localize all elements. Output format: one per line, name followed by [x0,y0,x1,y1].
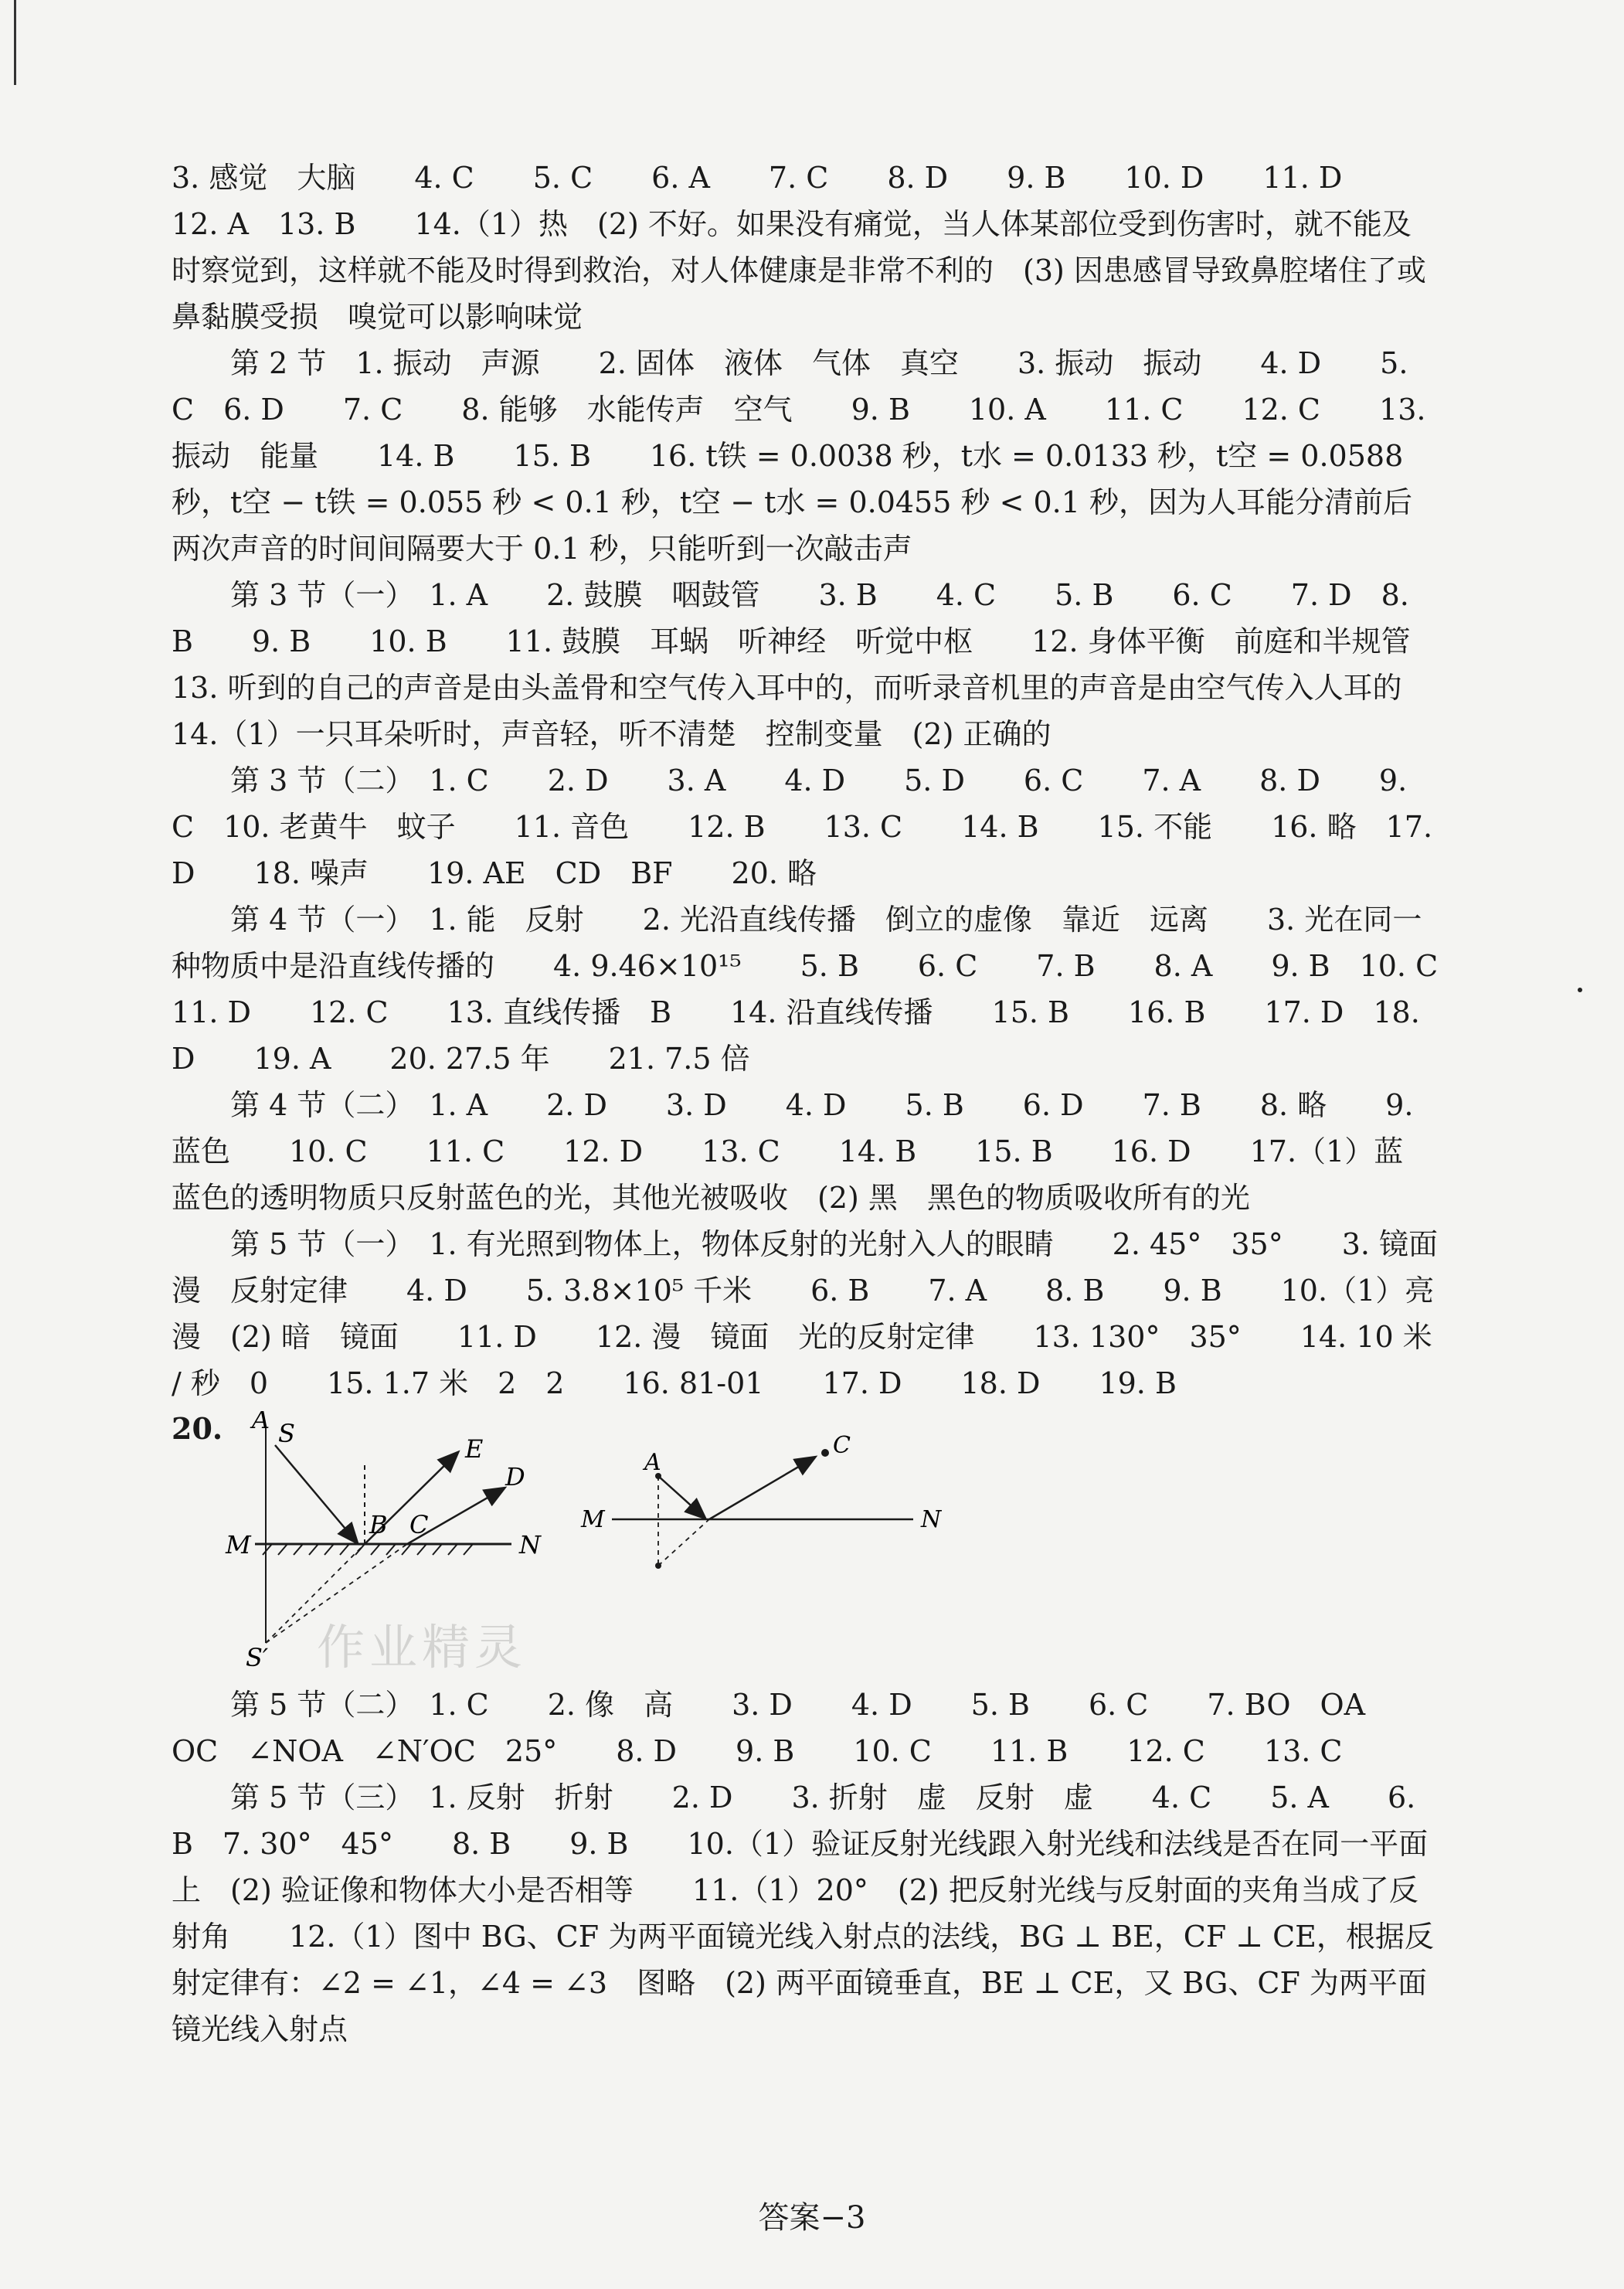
mirror-diagram-right [573,1411,960,1612]
label-C: C [409,1510,429,1539]
figure-number: 20. [172,1411,223,1446]
answer-block-section-5-3: 第 5 节（三） 1. 反射 折射 2. D 3. 折射 虚 反射 虚 4. C 5. A 6. B 7. 30° 45° 8. B 9. B 10.（1）验证反射光线跟入射光线和法线是否在同一平面上 (2) 验证像和物体大小是否相等 11.（1）20° (2) 把反射光线与反射面的夹角当成了反射角 12.（1）图中 BG、CF 为两平面镜光线入射点的法线，BG ⊥ BE，CF ⊥ CE，根据反射定律有：∠2 = ∠1，∠4 = ∠3 图略 (2) 两平面镜垂直，BE ⊥ CE，又 BG、CF 为两平面镜光线入射点 [172,1781,1434,2046]
label-S: S [278,1419,295,1448]
watermark: 作业精灵 [317,1619,528,1675]
label-B: B [369,1510,388,1539]
page-footer: 答案−3 [758,2200,866,2236]
answer-page [172,155,1497,2053]
answer-block-section-4-1: 第 4 节（一） 1. 能 反射 2. 光沿直线传播 倒立的虚像 靠近 远离 3. 光在同一种物质中是沿直线传播的 4. 9.46×10¹⁵ 5. B 6. C 7. B 8. A 9. B 10. C 11. D 12. C 13. 直线传播 B 14. 沿直线传播 15. B 16. B 17. D 18. D 19. A 20. 27.5 年 21. 7.5 倍 [172,903,1497,1076]
answer-block-section-3-2: 第 3 节（二） 1. C 2. D 3. A 4. D 5. D 6. C 7. A 8. D 9. C 10. 老黄牛 蚊子 11. 音色 12. B 13. C 14. B 15. 不能 16. 略 17. D 18. 噪声 19. AE CD BF 20. 略 [172,764,1442,890]
label-M: M [226,1530,251,1559]
label-M-right: M [581,1506,605,1533]
label-C-right: C [833,1432,851,1459]
label-N: N [519,1530,541,1559]
label-S-prime: S′ [246,1643,269,1672]
answer-block-section-5-2: 第 5 节（二） 1. C 2. 像 高 3. D 4. D 5. B 6. C 7. BO OA OC ∠NOA ∠N′OC 25° 8. D 9. B 10. C 11. B 12. C 13. C [172,1688,1395,1768]
stray-dot [1578,988,1582,992]
label-E: E [465,1434,484,1464]
answer-block-section-4-2: 第 4 节（二） 1. A 2. D 3. D 4. D 5. B 6. D 7. B 8. 略 9. 蓝色 10. C 11. C 12. D 13. C 14. B 15. B 16. D 17.（1）蓝 蓝色的透明物质只反射蓝色的光，其他光被吸收 (2) 黑 黑色的物质吸收所有的光 [172,1088,1433,1215]
label-N-right: N [921,1506,942,1533]
label-A: A [252,1411,270,1434]
label-D: D [505,1462,525,1491]
answer-block-section-3-1: 第 3 节（一） 1. A 2. 鼓膜 咽鼓管 3. B 4. C 5. B 6. C 7. D 8. B 9. B 10. B 11. 鼓膜 耳蜗 听神经 听觉中枢 12. 身体平衡 前庭和半规管 13. 听到的自己的声音是由头盖骨和空气传入耳中的，而听录音机里的声音是由空气传入人耳的 14.（1）一只耳朵听时，声音轻，听不清楚 控制变量 (2) 正确的 [172,578,1469,751]
answer-block-intro: 3. 感觉 大脑 4. C 5. C 6. A 7. C 8. D 9. B 10. D 11. D 12. A 13. B 14.（1）热 (2) 不好。如果没有痛觉，当人体某部位受到伤害时，就不能及时察觉到，这样就不能及时得到救治，对人体健康是非常不利的 (3) 因患感冒导致鼻腔堵住了或鼻黏膜受损 嗅觉可以影响味觉 [172,161,1426,334]
label-A-right: A [644,1449,661,1476]
page-edge-line [14,0,16,85]
answer-block-section-5-1: 第 5 节（一） 1. 有光照到物体上，物体反射的光射入人的眼睛 2. 45° 35° 3. 镜面 漫 反射定律 4. D 5. 3.8×10⁵ 千米 6. B 7. A 8. B 9. B 10.（1）亮 漫 (2) 暗 镜面 11. D 12. 漫 镜面 光的反射定律 13. 130° 35° 14. 10 米 / 秒 0 15. 1.7 米 2 2 16. 81-01 17. D 18. D 19. B [172,1227,1468,1400]
answer-block-section-2: 第 2 节 1. 振动 声源 2. 固体 液体 气体 真空 3. 振动 振动 4. D 5. C 6. D 7. C 8. 能够 水能传声 空气 9. B 10. A 11. C 12. C 13. 振动 能量 14. B 15. B 16. t铁 = 0.0038 秒，t水 = 0.0133 秒，t空 = 0.0588 秒，t空 − t铁 = 0.055 秒 < 0.1 秒，t空 − t水 = 0.0455 秒 < 0.1 秒，因为人耳能分清前后两次声音的时间间隔要大于 0.1 秒，只能听到一次敲击声 [172,346,1435,566]
